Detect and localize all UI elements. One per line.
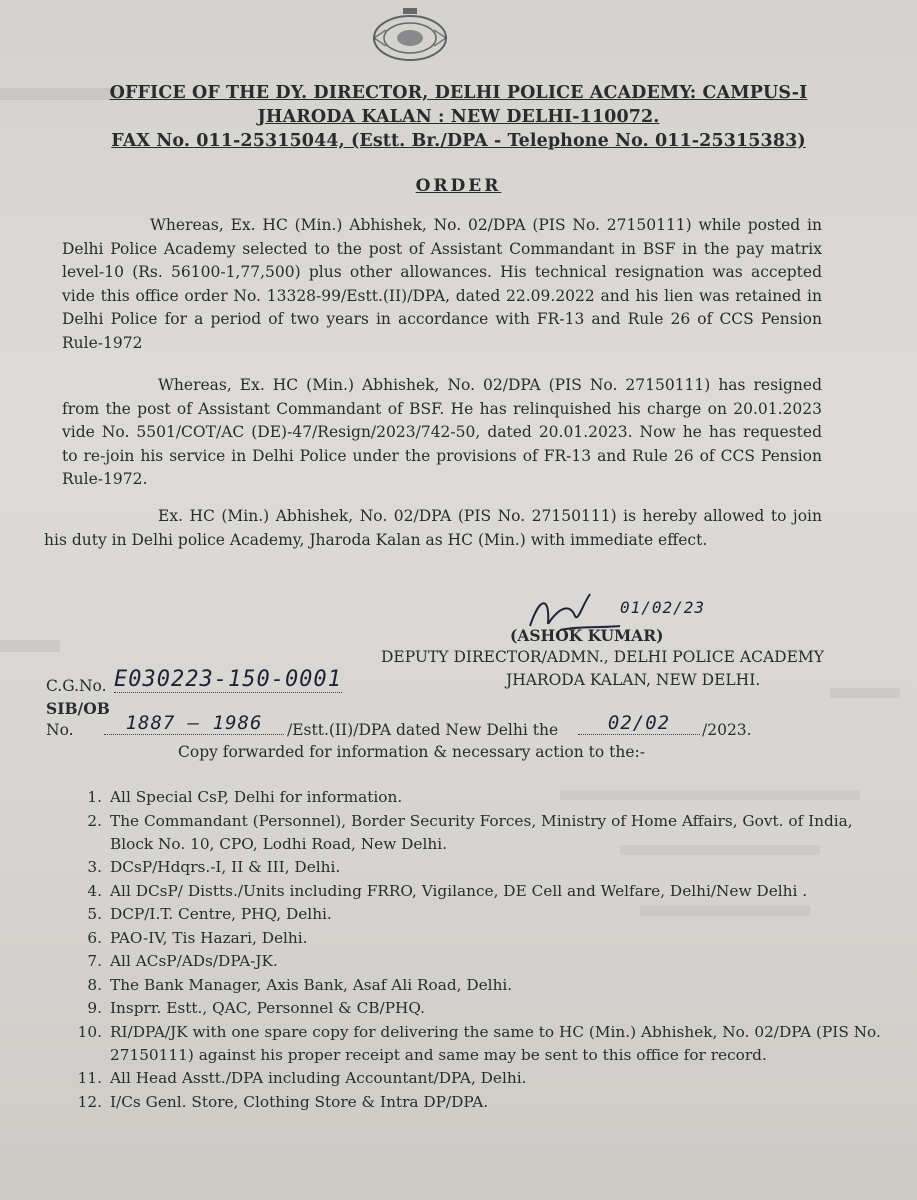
list-item-text: All Head Asstt./DPA including Accountant/DPA, Delhi.: [110, 1069, 527, 1087]
office-header-line1: OFFICE OF THE DY. DIRECTOR, DELHI POLICE ACADEMY: CAMPUS-I: [109, 83, 808, 103]
order-paragraph-2: Whereas, Ex. HC (Min.) Abhishek, No. 02/DPA (PIS No. 27150111) has resigned from the post of Assistant Commandant of BSF. He has relinquished his charge on 20.01.2023 vide No. 5501/COT/AC (DE)-47/Resign/2023/742-50, dated 20.01.2023. Now he has requested to re-join his service in Delhi Police under the provisions of FR-13 and Rule 26 of CCS Pension Rule-1972.: [62, 376, 822, 488]
list-item-number: 3.: [87, 858, 102, 876]
list-item: [70, 1021, 882, 1067]
list-item: [70, 950, 882, 973]
signatory-designation: DEPUTY DIRECTOR/ADMN., DELHI POLICE ACADEMY: [381, 648, 824, 666]
dispatch-year-suffix: /2023.: [702, 721, 752, 739]
show-through-decoration: [830, 688, 900, 698]
list-item-text: Insprr. Estt., QAC, Personnel & CB/PHQ.: [110, 999, 425, 1017]
list-item: [70, 927, 882, 950]
list-item-text: All DCsP/ Distts./Units including FRRO, Vigilance, DE Cell and Welfare, Delhi/New Delhi .: [110, 881, 808, 900]
list-item: [70, 880, 882, 903]
list-item-number: 1.: [87, 788, 102, 806]
list-item: [70, 997, 882, 1020]
list-item-text: The Bank Manager, Axis Bank, Asaf Ali Road, Delhi.: [110, 975, 513, 994]
list-item: [70, 1067, 882, 1090]
dispatch-no-value: 1887 — 1986: [104, 712, 284, 735]
show-through-decoration: [0, 640, 60, 652]
list-item-number: 7.: [87, 952, 102, 970]
list-item-text: DCP/I.T. Centre, PHQ, Delhi.: [110, 905, 332, 923]
dispatch-date-value: 02/02: [578, 712, 700, 735]
list-item-number: 9.: [87, 999, 102, 1017]
list-item-text: The Commandant (Personnel), Border Security Forces, Ministry of Home Affairs, Govt. of India, Block No. 10, CPO, Lodhi Road, New Delhi.: [110, 811, 853, 853]
dispatch-no-suffix: /Estt.(II)/DPA dated New Delhi the: [287, 721, 559, 739]
signatory-name: (ASHOK KUMAR): [510, 626, 664, 645]
office-header-line2: JHARODA KALAN : NEW DELHI-110072.: [257, 107, 660, 127]
copy-recipients-list: [70, 786, 882, 1114]
sib-ob-label: SIB/OB: [46, 699, 110, 718]
list-item: [70, 1091, 882, 1114]
delhi-police-emblem-icon: [368, 8, 452, 64]
cg-number-label: C.G.No.: [46, 677, 107, 695]
signatory-place: JHARODA KALAN, NEW DELHI.: [506, 671, 761, 689]
list-item-number: 11.: [77, 1069, 102, 1087]
copy-forward-line: Copy forwarded for information & necessary action to the:-: [178, 743, 645, 761]
order-paragraph-3: Ex. HC (Min.) Abhishek, No. 02/DPA (PIS No. 27150111) is hereby allowed to join his duty in Delhi police Academy, Jharoda Kalan as HC (Min.) with immediate effect.: [44, 507, 822, 549]
list-item-number: 2.: [87, 811, 102, 830]
list-item-number: 8.: [87, 975, 102, 994]
office-header-line3: FAX No. 011-25315044, (Estt. Br./DPA - Telephone No. 011-25315383): [111, 131, 806, 151]
list-item-text: DCsP/Hdqrs.-I, II & III, Delhi.: [110, 858, 341, 876]
list-item-number: 10.: [77, 1022, 102, 1041]
list-item-text: RI/DPA/JK with one spare copy for delivering the same to HC (Min.) Abhishek, No. 02/DPA (PIS No. 27150111) against his proper receipt and same may be sent to this office for record.: [110, 1022, 881, 1064]
order-title: ORDER: [415, 176, 502, 196]
list-item-number: 6.: [87, 928, 102, 947]
dispatch-no-label: No.: [46, 721, 74, 739]
list-item-number: 12.: [77, 1092, 102, 1111]
list-item: [70, 810, 882, 856]
order-paragraph-1: Whereas, Ex. HC (Min.) Abhishek, No. 02/DPA (PIS No. 27150111) while posted in Delhi Police Academy selected to the post of Assistant Commandant in BSF in the pay matrix level-10 (Rs. 56100-1,77,500) plus other allowances. His technical resignation was accepted vide this office order No. 13328-99/Estt.(II)/DPA, dated 22.09.2022 and his lien was retained in Delhi Police for a period of two years in accordance with FR-13 and Rule 26 of CCS Pension Rule-1972: [62, 216, 822, 352]
list-item-text: PAO-IV, Tis Hazari, Delhi.: [110, 928, 308, 947]
list-item-text: All ACsP/ADs/DPA-JK.: [110, 952, 278, 970]
list-item: [70, 974, 882, 997]
list-item-text: I/Cs Genl. Store, Clothing Store & Intra DP/DPA.: [110, 1092, 489, 1111]
list-item-text: All Special CsP, Delhi for information.: [110, 788, 403, 806]
list-item: [70, 856, 882, 879]
list-item-number: 4.: [87, 881, 102, 900]
list-item-number: 5.: [87, 905, 102, 923]
list-item: [70, 903, 882, 926]
cg-number-value: E030223-150-0001: [114, 667, 342, 692]
list-item: [70, 786, 882, 809]
handwritten-signature-date: 01/02/23: [620, 598, 706, 617]
